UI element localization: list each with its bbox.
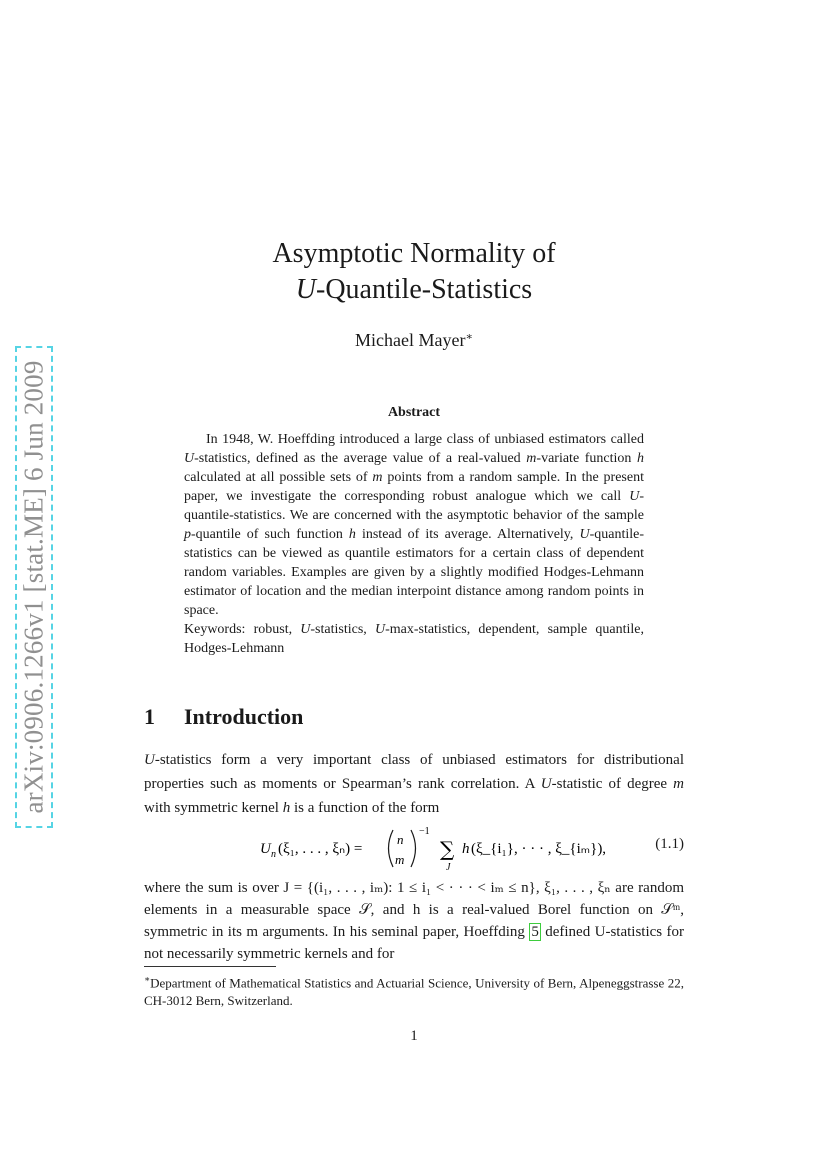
eq-rhs-args: (ξ_{i₁}, · · · , ξ_{iₘ}),: [471, 841, 607, 857]
eq-sum-subscript: J: [446, 862, 451, 873]
intro-math: m: [673, 776, 684, 792]
abstract-heading: Abstract: [387, 405, 441, 420]
eq-rhs-function: h: [462, 841, 470, 857]
abstract-math: m: [526, 451, 537, 466]
citation-link[interactable]: 5: [531, 924, 539, 940]
abstract-fragment: calculated at all possible sets of: [184, 470, 373, 485]
title-u-symbol: U: [295, 274, 317, 305]
abstract-text: [184, 430, 644, 620]
eq-lhs-subscript: n: [271, 849, 276, 860]
abstract-fragment: -statistics, defined as the average value of a real-valued: [194, 451, 527, 466]
intro-math: h: [282, 800, 291, 816]
section-heading: [144, 704, 303, 730]
footnote-text: Department of Mathematical Statistics and Actuarial Science, University of Bern, Alpeneggstrasse 22, CH-3012 Bern, Switzerland.: [144, 975, 684, 1009]
intro-paragraph-2: [144, 877, 684, 965]
abstract-fragment: -variate function: [536, 451, 637, 466]
footnote: [144, 970, 684, 1010]
keywords-math: U: [374, 622, 386, 637]
section-title: Introduction: [184, 704, 304, 729]
eq-sum-symbol: ∑: [440, 837, 455, 861]
keywords-fragment: -max-statistics, dependent, sample quantile, Hodges-Lehmann: [184, 622, 644, 656]
eq-binom-top: n: [397, 832, 404, 847]
intro-paragraph-1: [144, 748, 684, 820]
keywords-fragment: -statistics,: [310, 622, 375, 637]
author-name: Michael Mayer: [355, 330, 466, 350]
keywords-math: U: [300, 622, 311, 637]
intro-fragment: where the sum is over J = {(i₁, . . . , iₘ): 1 ≤ i₁ < · · · < iₘ ≤ n}, ξ₁, . . . , ξₙ are random elements in a measurable space 𝒮, and h is a real-valued Borel function on 𝒮ᵐ, symmetric in its m arguments. In his seminal paper, Hoeffding: [144, 880, 684, 940]
abstract-fragment: -quantile-statistics. We are concerned with the asymptotic behavior of the sample: [184, 489, 644, 523]
keywords-fragment: Keywords: robust,: [184, 622, 301, 637]
footnote-divider: [144, 966, 276, 967]
section-number: 1: [144, 704, 155, 729]
eq-exponent: −1: [419, 826, 430, 837]
abstract-fragment: instead of its average. Alternatively,: [355, 527, 580, 542]
equation-1-1: [144, 822, 684, 872]
abstract-math: p: [184, 527, 191, 542]
intro-fragment: -statistics form a very important class of unbiased estimators for distributional properties such as moments or Spearman’s rank correlation. A: [144, 752, 684, 792]
eq-lhs-args: (ξ₁, . . . , ξₙ) =: [278, 841, 363, 857]
equation-number: (1.1): [655, 836, 684, 852]
equation-formula: [260, 824, 607, 873]
intro-math: U: [144, 752, 155, 768]
abstract-math: h: [637, 451, 644, 466]
eq-binom-bottom: m: [395, 852, 405, 867]
abstract-fragment: -quantile-statistics can be viewed as quantile estimators for a certain class of dependent random variables. Examples are given by a slightly modified Hodges-Lehmann estimator of location and the median interpoint distance among random points in space.: [184, 527, 644, 618]
abstract-math: m: [372, 470, 383, 485]
author-footnote-mark: ∗: [465, 331, 473, 343]
abstract-math: U: [184, 451, 195, 466]
intro-fragment: is a function of the form: [290, 800, 440, 816]
arxiv-identifier: arXiv:0906.1266v1 [stat.ME] 6 Jun 2009: [18, 360, 49, 814]
intro-fragment: with symmetric kernel: [144, 800, 283, 816]
abstract: [184, 430, 644, 658]
abstract-fragment: In 1948, W. Hoeffding introduced a large class of unbiased estimators called: [206, 432, 644, 447]
abstract-math: h: [348, 527, 356, 542]
abstract-fragment: -quantile of such function: [191, 527, 349, 542]
author: [0, 330, 828, 351]
page-number: 1: [410, 1028, 418, 1044]
keywords: [184, 620, 644, 658]
intro-fragment: -statistic of degree: [551, 776, 674, 792]
abstract-math: U: [579, 527, 590, 542]
abstract-math: U: [629, 489, 640, 504]
footnote-mark: ∗: [144, 974, 151, 984]
eq-lhs: U: [260, 841, 271, 857]
paper-title-line-2: [0, 272, 828, 308]
intro-fragment: defined U-statistics for not necessarily symmetric kernels and for: [144, 924, 685, 962]
eq-left-paren: [389, 830, 394, 867]
title-line-2-text: -Quantile-Statistics: [316, 274, 533, 305]
eq-right-paren: [411, 830, 416, 867]
intro-math: U: [540, 776, 552, 792]
abstract-fragment: points from a random sample. In the present paper, we investigate the corresponding robust analogue which we call: [184, 470, 644, 504]
paper-title-line-1: Asymptotic Normality of: [272, 238, 556, 269]
